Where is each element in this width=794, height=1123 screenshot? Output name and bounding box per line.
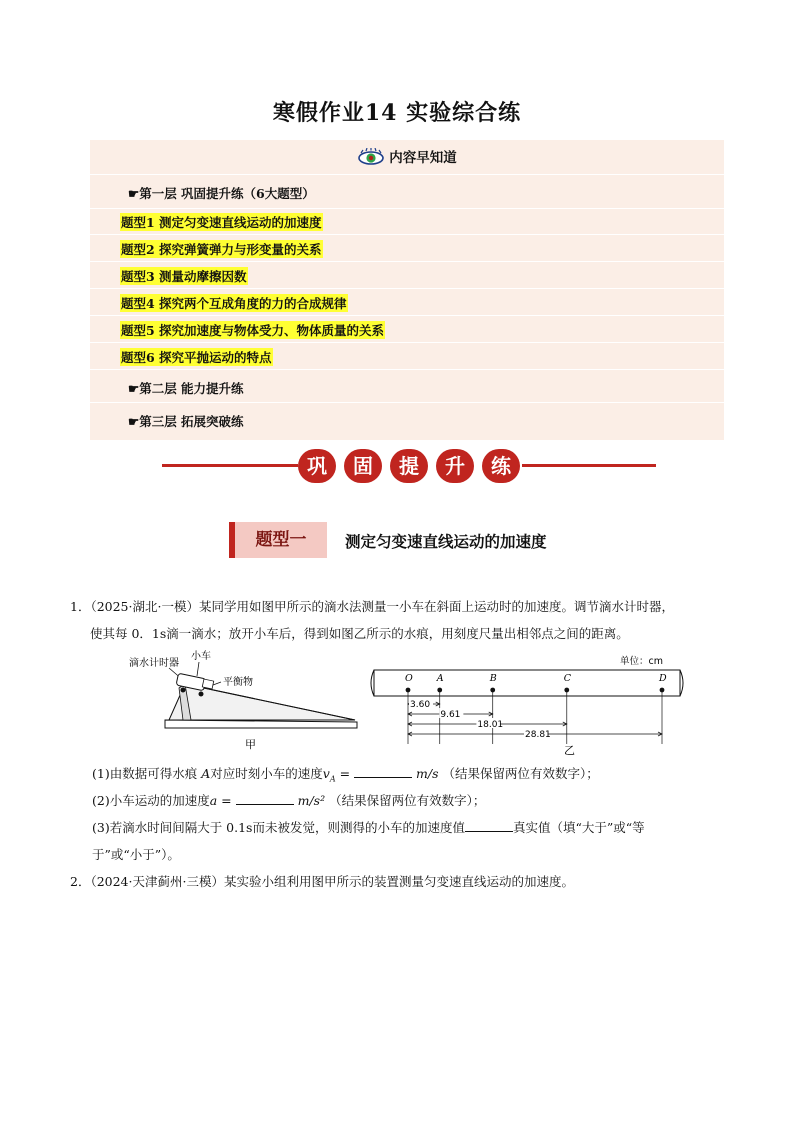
ruler-point-label: B (489, 673, 497, 684)
toc-row (90, 235, 724, 262)
q1-sub-2-text: (2)小车运动的加速度 (92, 793, 210, 808)
q1-sub-2-var: a (209, 793, 218, 808)
toc-type-1[interactable]: 题型1 测定匀变速直线运动的加速度 (121, 215, 322, 230)
q1-line-2: 使其每 0．1s滴一滴水；放开小车后，得到如图乙所示的水痕，用刻度尺量出相邻点之间的距离。 (90, 626, 629, 641)
section-badge: 题型一 (229, 522, 327, 558)
q1-sub-2 (92, 792, 485, 810)
figure-yi-ruler (368, 650, 690, 758)
toc-layer-1[interactable]: ☛第一层 巩固提升练（6大题型） (128, 186, 315, 201)
q1-sub-2-note: （结果保留两位有效数字）； (329, 793, 486, 808)
q1-sub-3-text: 真实值（填“大于”或“等 (512, 820, 645, 835)
ruler-point-label: D (659, 673, 667, 684)
toc-type-5[interactable]: 题型5 探究加速度与物体受力、物体质量的关系 (121, 323, 385, 338)
q1-line-1: 1．（2025·湖北·一模）某同学用如图甲所示的滴水法测量一小车在斜面上运动时的加速度。调节滴水计时器， (70, 599, 674, 614)
label-cart: 小车 (191, 651, 211, 662)
q1-sub-1-var: v (322, 766, 330, 781)
q1-sub-3-cont: 于”或“小于”）。 (92, 847, 180, 862)
toc-layer-3[interactable]: ☛第三层 拓展突破练 (128, 414, 244, 429)
toc-header-text: 内容早知道 (389, 150, 457, 166)
q1-sub-1 (92, 765, 599, 789)
label-dripper: 滴水计时器 (129, 658, 179, 669)
toc-row (90, 316, 724, 343)
figure-yi-caption: 乙 (564, 744, 575, 757)
toc-row (90, 402, 724, 440)
ruler-point-d (660, 688, 665, 693)
unit-label: 单位：cm (620, 656, 663, 667)
ruler-point-label: A (436, 673, 444, 684)
banner-line-right (522, 464, 656, 467)
q1-sub-1-text: 对应时刻小车的速度 (210, 766, 323, 781)
toc-header (90, 146, 724, 170)
banner-char: 固 (344, 449, 382, 483)
toc-layer-2[interactable]: ☛第二层 能力提升练 (128, 381, 244, 396)
q1-sub-1-note: （结果保留两位有效数字）； (442, 766, 599, 781)
answer-blank-1[interactable] (354, 765, 412, 778)
ruler-point-a (437, 688, 442, 693)
dimension-label: 3.60 (410, 700, 431, 710)
page-title: 寒假作业14 实验综合练 (272, 100, 522, 126)
dimension-label: 18.01 (477, 720, 504, 730)
ruler-point-c (564, 688, 569, 693)
dimension-label: 9.61 (440, 710, 461, 720)
q1-sub-3-text: (3)若滴水时间间隔大于 0.1s而未被发觉，则测得的小车的加速度值 (92, 820, 465, 835)
toc-type-4[interactable]: 题型4 探究两个互成角度的力的合成规律 (121, 296, 347, 311)
banner-line-left (162, 464, 298, 467)
eye-icon (357, 148, 385, 170)
section-title: 测定匀变速直线运动的加速度 (345, 533, 547, 551)
toc-row (90, 208, 724, 235)
q1-sub-1-unit: m/s (416, 766, 439, 781)
ruler-point-label: O (405, 673, 413, 684)
figure-jia-caption: 甲 (245, 738, 256, 751)
answer-blank-3[interactable] (465, 819, 513, 832)
toc-row (90, 289, 724, 316)
toc-type-3[interactable]: 题型3 测量动摩擦因数 (121, 269, 247, 284)
q1-sub-1-var-sub: A (329, 774, 336, 784)
toc-row (90, 262, 724, 289)
banner-char: 提 (390, 449, 428, 483)
section-banner (298, 449, 522, 483)
toc-box (90, 140, 724, 440)
q1-sub-3 (92, 819, 645, 837)
ruler-point-b (490, 688, 495, 693)
toc-header-row (90, 140, 724, 175)
q2-line-1: 2．（2024·天津蓟州·三模）某实验小组利用图甲所示的装置测量匀变速直线运动的加速度。 (70, 874, 574, 889)
figure-jia-incline (125, 648, 370, 758)
banner-char: 升 (436, 449, 474, 483)
toc-row (90, 343, 724, 370)
banner-char: 巩 (298, 449, 336, 483)
q1-sub-2-eq: = (217, 793, 232, 808)
ruler-point-label: C (563, 673, 572, 684)
q1-sub-1-text: (1)由数据可得水痕 (92, 766, 198, 781)
toc-type-6[interactable]: 题型6 探究平抛运动的特点 (121, 350, 272, 365)
q1-sub-2-unit: m/s² (297, 793, 326, 808)
q1-sub-1-eq: = (335, 766, 351, 781)
dimension-label: 28.81 (525, 730, 551, 740)
ruler-point-o (406, 688, 411, 693)
toc-type-2[interactable]: 题型2 探究弹簧弹力与形变量的关系 (121, 242, 322, 257)
banner-char: 练 (482, 449, 520, 483)
label-balance: 平衡物 (223, 677, 253, 688)
toc-row (90, 370, 724, 403)
q1-sub-1-point: A (201, 766, 211, 781)
toc-row (90, 174, 724, 209)
answer-blank-2[interactable] (236, 792, 294, 805)
